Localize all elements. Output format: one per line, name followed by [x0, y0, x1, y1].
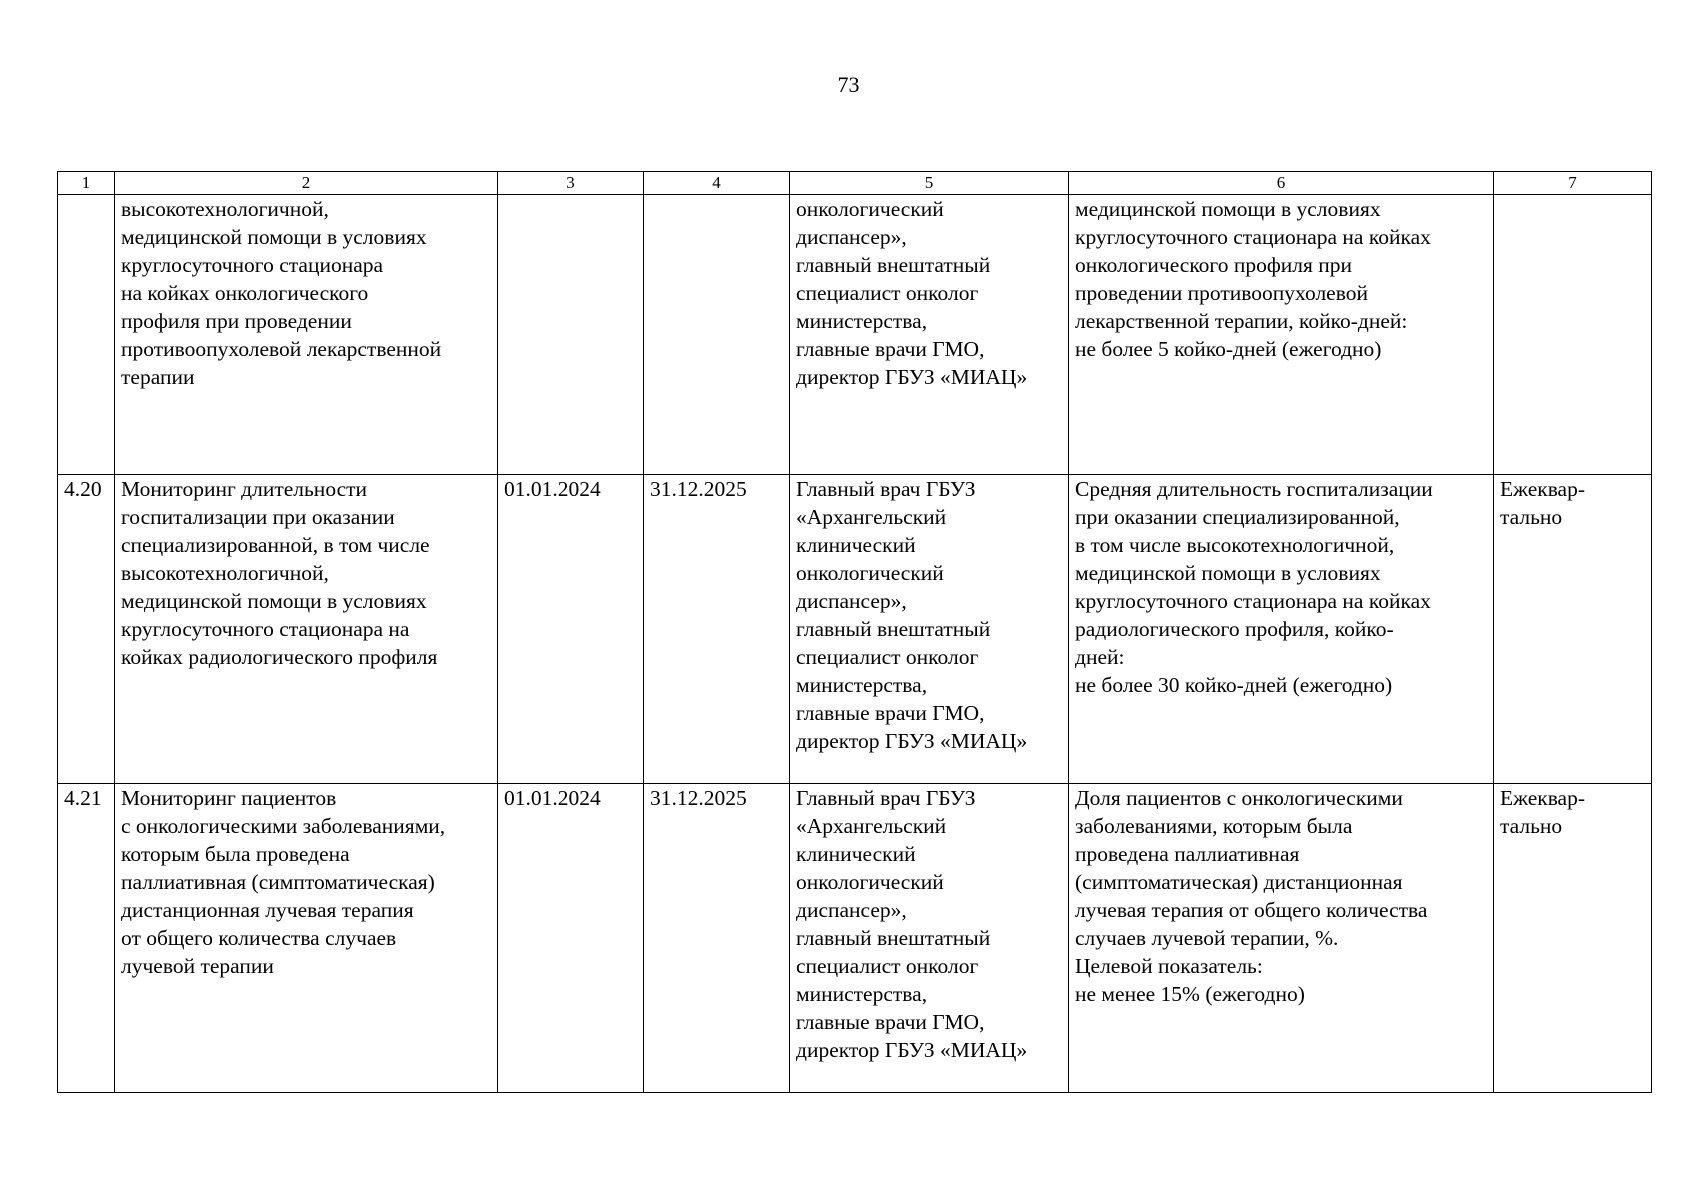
- start-date-cell: [498, 195, 644, 475]
- table-row-continued: [58, 195, 1652, 475]
- column-number-2: 2: [115, 172, 498, 195]
- column-number-header-row: [58, 172, 1652, 195]
- column-number-1: 1: [58, 172, 115, 195]
- responsible-cell: Главный врач ГБУЗ «Архангельский клинический онкологический диспансер», главный внештатный специалист онколог министерства, главные врачи ГМО, директор ГБУЗ «МИАЦ»: [790, 784, 1069, 1093]
- end-date-cell: [644, 195, 790, 475]
- table-row-4-21: [58, 784, 1652, 1093]
- activity-cell: высокотехнологичной, медицинской помощи в условиях круглосуточного стационара на койках онкологического профиля при проведении противоопухолевой лекарственной терапии: [115, 195, 498, 475]
- column-number-3: 3: [498, 172, 644, 195]
- column-number-7: 7: [1494, 172, 1652, 195]
- responsible-cell: онкологический диспансер», главный внештатный специалист онколог министерства, главные врачи ГМО, директор ГБУЗ «МИАЦ»: [790, 195, 1069, 475]
- periodicity-cell: [1494, 195, 1652, 475]
- table-row-4-20: [58, 475, 1652, 784]
- item-number: [58, 195, 115, 475]
- responsible-cell: Главный врач ГБУЗ «Архангельский клинический онкологический диспансер», главный внештатный специалист онколог министерства, главные врачи ГМО, директор ГБУЗ «МИАЦ»: [790, 475, 1069, 784]
- column-number-5: 5: [790, 172, 1069, 195]
- activity-cell: Мониторинг длительности госпитализации при оказании специализированной, в том числе высокотехнологичной, медицинской помощи в условиях круглосуточного стационара на койках радиологического профиля: [115, 475, 498, 784]
- column-number-4: 4: [644, 172, 790, 195]
- activity-cell: Мониторинг пациентов с онкологическими заболеваниями, которым была проведена паллиативная (симптоматическая) дистанционная лучевая терапия от общего количества случаев лучевой терапии: [115, 784, 498, 1093]
- start-date-cell: 01.01.2024: [498, 475, 644, 784]
- start-date-cell: 01.01.2024: [498, 784, 644, 1093]
- column-number-6: 6: [1069, 172, 1494, 195]
- indicator-cell: Средняя длительность госпитализации при оказании специализированной, в том числе высокотехнологичной, медицинской помощи в условиях круглосуточного стационара на койках радиологического профиля, койко- дней: не более 30 койко-дней (ежегодно): [1069, 475, 1494, 784]
- indicator-cell: Доля пациентов с онкологическими заболеваниями, которым была проведена паллиативная (симптоматическая) дистанционная лучевая терапия от общего количества случаев лучевой терапии, %. Целевой показатель: не менее 15% (ежегодно): [1069, 784, 1494, 1093]
- item-number: 4.21: [58, 784, 115, 1093]
- end-date-cell: 31.12.2025: [644, 475, 790, 784]
- periodicity-cell: Ежеквар- тально: [1494, 475, 1652, 784]
- page-number: 73: [837, 72, 860, 97]
- item-number: 4.20: [58, 475, 115, 784]
- periodicity-cell: Ежеквар- тально: [1494, 784, 1652, 1093]
- end-date-cell: 31.12.2025: [644, 784, 790, 1093]
- plan-table: [57, 171, 1652, 1093]
- indicator-cell: медицинской помощи в условиях круглосуточного стационара на койках онкологического профиля при проведении противоопухолевой лекарственной терапии, койко-дней: не более 5 койко-дней (ежегодно): [1069, 195, 1494, 475]
